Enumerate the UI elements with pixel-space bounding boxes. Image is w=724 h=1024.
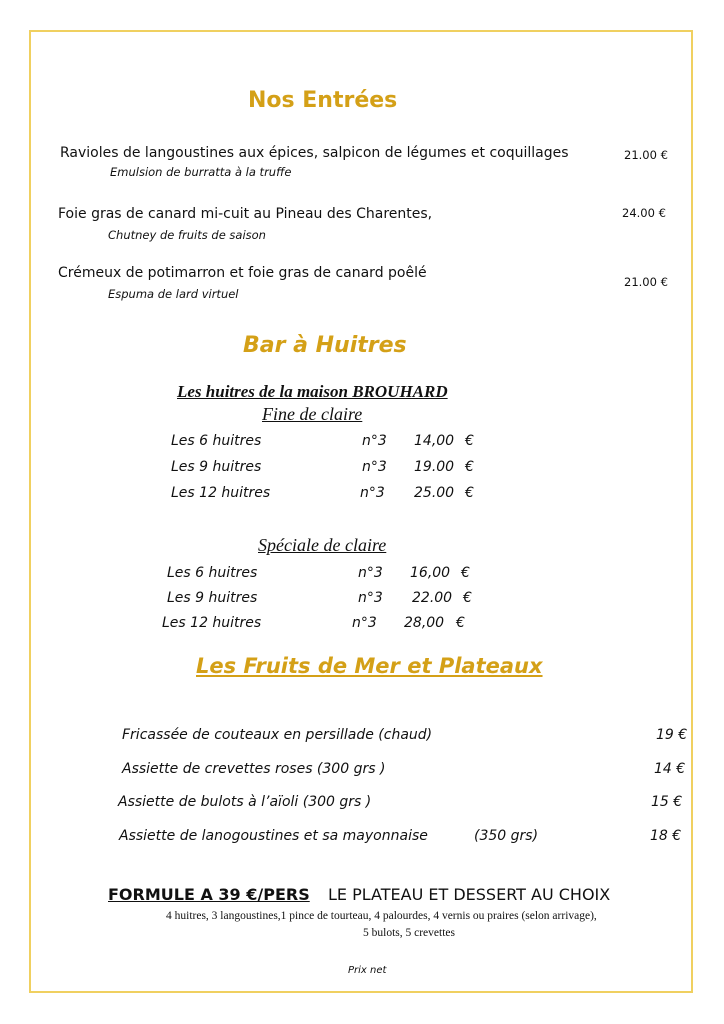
speciale-row-2-qty: Les 9 huitres: [167, 590, 258, 606]
entree-1-price: 21.00 €: [624, 148, 668, 162]
huitres-maison: Les huitres de la maison BROUHARD: [177, 382, 448, 401]
fruits-4-price: 18 €: [650, 828, 682, 844]
entree-1-name: Ravioles de langoustines aux épices, salpicon de légumes et coquillages: [60, 145, 569, 161]
fine-row-3-qty: Les 12 huitres: [171, 485, 271, 501]
fine-row-3-cur: €: [465, 485, 474, 501]
fine-row-3-price: 25.00: [414, 485, 455, 501]
huitres-title: Bar à Huitres: [243, 333, 407, 358]
speciale-row-2-cur: €: [463, 590, 472, 606]
entree-2-price: 24.00 €: [622, 206, 666, 220]
speciale-title: Spéciale de claire: [258, 535, 387, 555]
entrees-title: Nos Entrées: [248, 88, 398, 113]
footer-prix-net: Prix net: [348, 965, 387, 976]
formule-title: LE PLATEAU ET DESSERT AU CHOIX: [328, 885, 611, 904]
fruits-4-extra: (350 grs): [474, 828, 539, 844]
speciale-row-3-qty: Les 12 huitres: [162, 615, 262, 631]
fine-row-2-cur: €: [465, 459, 474, 475]
formule-line-1: 4 huitres, 3 langoustines,1 pince de tourteau, 4 palourdes, 4 vernis ou praires (selon arrivage),: [166, 910, 597, 922]
fruits-title: Les Fruits de Mer et Plateaux: [196, 654, 543, 678]
entree-2-name: Foie gras de canard mi-cuit au Pineau des Charentes,: [58, 206, 433, 222]
fruits-1-name: Fricassée de couteaux en persillade (chaud): [122, 727, 433, 743]
entree-1-sub: Emulsion de burratta à la truffe: [110, 165, 292, 179]
fruits-3-price: 15 €: [651, 794, 683, 810]
speciale-row-1-qty: Les 6 huitres: [167, 565, 258, 581]
fine-row-1-cur: €: [465, 433, 474, 449]
entree-3-price: 21.00 €: [624, 275, 668, 289]
fruits-3-name: Assiette de bulots à l’aïoli (300 grs ): [118, 794, 372, 810]
formule-line-2: 5 bulots, 5 crevettes: [363, 927, 455, 939]
fruits-4-name: Assiette de lanogoustines et sa mayonnaise: [119, 828, 428, 844]
fruits-2-price: 14 €: [654, 761, 686, 777]
fine-row-1-qty: Les 6 huitres: [171, 433, 262, 449]
speciale-row-1-no: n°3: [358, 565, 383, 581]
speciale-row-3-no: n°3: [352, 615, 377, 631]
speciale-row-1-cur: €: [461, 565, 470, 581]
fine-row-2-price: 19.00: [414, 459, 455, 475]
speciale-row-1-price: 16,00: [410, 565, 451, 581]
fine-row-3-no: n°3: [360, 485, 385, 501]
fine-row-1-price: 14,00: [414, 433, 455, 449]
fine-title: Fine de claire: [262, 404, 363, 424]
speciale-row-3-price: 28,00: [404, 615, 445, 631]
entree-2-sub: Chutney de fruits de saison: [108, 228, 266, 242]
fine-row-2-qty: Les 9 huitres: [171, 459, 262, 475]
speciale-row-3-cur: €: [456, 615, 465, 631]
speciale-row-2-price: 22.00: [412, 590, 453, 606]
formule-label: FORMULE A 39 €/PERS: [108, 885, 310, 904]
fine-row-1-no: n°3: [362, 433, 387, 449]
fruits-2-name: Assiette de crevettes roses (300 grs ): [122, 761, 386, 777]
speciale-row-2-no: n°3: [358, 590, 383, 606]
entree-3-name: Crémeux de potimarron et foie gras de canard poêlé: [58, 265, 427, 281]
entree-3-sub: Espuma de lard virtuel: [108, 287, 239, 301]
fruits-1-price: 19 €: [656, 727, 688, 743]
fine-row-2-no: n°3: [362, 459, 387, 475]
